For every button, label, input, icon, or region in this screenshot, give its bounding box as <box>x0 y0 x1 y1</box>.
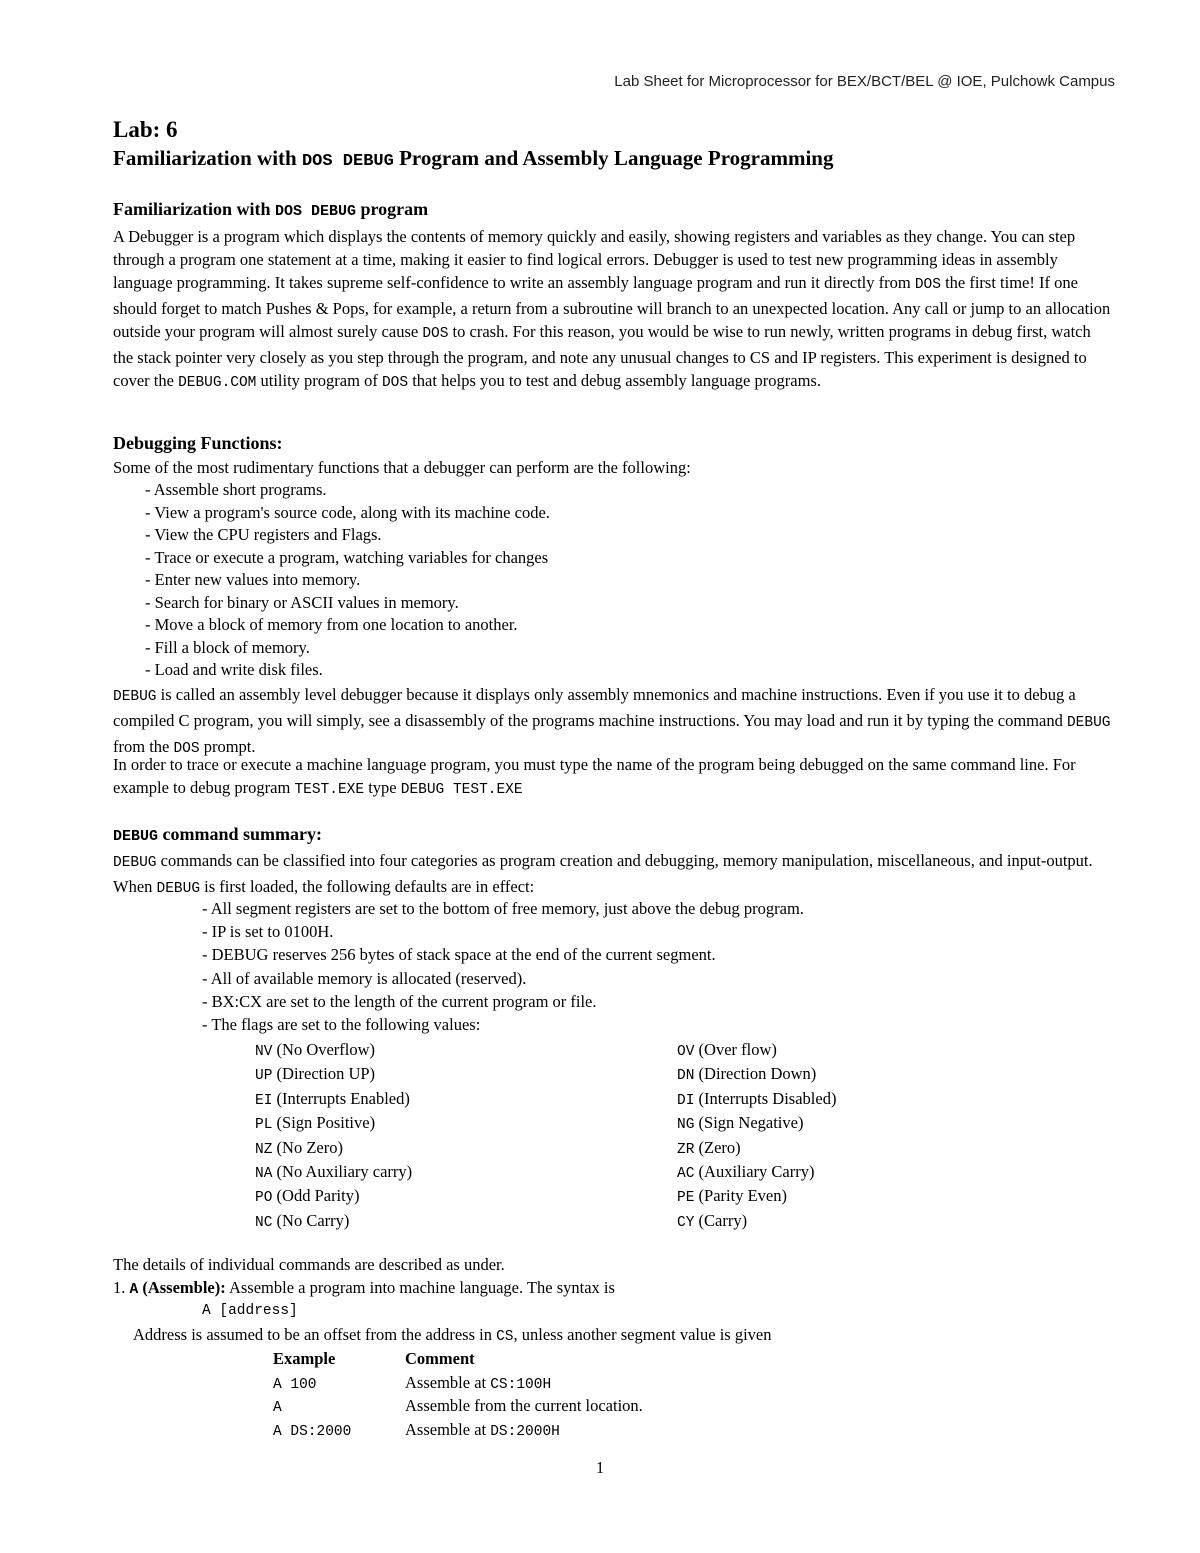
list-item: - Fill a block of memory. <box>145 637 1045 660</box>
example-column-header: Example <box>273 1349 336 1368</box>
flag-row: NC (No Carry) CY (Carry) <box>255 1210 748 1231</box>
command-summary-paragraph: DEBUG commands can be classified into four categories as program creation and debugging, memory manipulation, miscellaneous, and input-output. When DEBUG is first loaded, the following defaults are in effect: <box>113 851 1093 897</box>
list-item: - Trace or execute a program, watching variables for changes <box>145 547 1045 570</box>
list-item: - View the CPU registers and Flags. <box>145 524 1045 547</box>
list-item: - Load and write disk files. <box>145 659 1045 682</box>
lab-subtitle: Familiarization with DOS DEBUG Program and Assembly Language Programming <box>113 146 834 171</box>
lab-title: Lab: 6 <box>113 117 178 142</box>
flag-row: UP (Direction UP) DN (Direction Down) <box>255 1064 817 1085</box>
examples-table <box>273 1347 773 1441</box>
command-a-note: Address is assumed to be an offset from the address in CS, unless another segment value is given <box>133 1325 772 1345</box>
list-item: - Assemble short programs. <box>145 479 1045 502</box>
list-item: - Search for binary or ASCII values in memory. <box>145 592 1045 615</box>
flag-row: PL (Sign Positive) NG (Sign Negative) <box>255 1113 804 1134</box>
comment-column-header: Comment <box>405 1349 475 1368</box>
section-heading-command-summary: DEBUG command summary: <box>113 824 323 845</box>
list-item: - All segment registers are set to the bottom of free memory, just above the debug program. <box>202 897 1102 920</box>
flag-row: NZ (No Zero) ZR (Zero) <box>255 1137 741 1158</box>
command-a-syntax: A [address] <box>202 1303 298 1319</box>
flag-row: PO (Odd Parity) PE (Parity Even) <box>255 1186 787 1207</box>
list-item: - Move a block of memory from one location to another. <box>145 614 1045 637</box>
debugging-functions-intro: Some of the most rudimentary functions that a debugger can perform are the following: <box>113 458 691 477</box>
list-item: - View a program's source code, along with its machine code. <box>145 502 1045 525</box>
page-number: 1 <box>595 1458 605 1477</box>
list-item: - The flags are set to the following values: <box>202 1013 1102 1036</box>
section-heading-familiarization: Familiarization with DOS DEBUG program <box>113 199 429 220</box>
defaults-list <box>202 897 1102 1036</box>
example-row: A 100 Assemble at CS:100H <box>273 1372 552 1393</box>
list-item: - All of available memory is allocated (reserved). <box>202 967 1102 990</box>
flag-row: EI (Interrupts Enabled) DI (Interrupts Disabled) <box>255 1088 837 1109</box>
section-heading-debugging-functions: Debugging Functions: <box>113 433 283 453</box>
flag-row: NV (No Overflow) OV (Over flow) <box>255 1040 777 1060</box>
list-item: - BX:CX are set to the length of the current program or file. <box>202 990 1102 1013</box>
example-row: A DS:2000 Assemble at DS:2000H <box>273 1419 560 1440</box>
command-a-description: 1. A (Assemble): Assemble a program into machine language. The syntax is <box>113 1278 615 1298</box>
intro-paragraph: A Debugger is a program which displays the contents of memory quickly and easily, showing registers and variables as they change. You can step through a program one statement at a time, making it easier to find logical errors. Debugger is used to test new programming ideas in assembly language programming. It takes supreme self-confidence to write an assembly language program and run it directly from DOS the first time! If one should forget to match Pushes & Pops, for example, a return from a subroutine will branch to an unexpected location. Any call or jump to an allocation outside your program will almost surely cause DOS to crash. For this reason, you would be wise to run newly, written programs in debug first, watch the stack pointer very closely as you step through the program, and note any unusual changes to CS and IP registers. This experiment is designed to cover the DEBUG.COM utility program of DOS that helps you to test and debug assembly language programs. <box>113 227 1111 391</box>
trace-paragraph: In order to trace or execute a machine language program, you must type the name of the program being debugged on the same command line. For example to debug program TEST.EXE type DEBUG TEST.EXE <box>113 755 1076 798</box>
flags-table <box>255 1038 955 1233</box>
example-row: A Assemble from the current location. <box>273 1396 643 1416</box>
list-item: - Enter new values into memory. <box>145 569 1045 592</box>
debug-description-paragraph: DEBUG is called an assembly level debugger because it displays only assembly mnemonics and machine instructions. Even if you use it to debug a compiled C program, you will simply, see a disassembly of the programs machine instructions. You may load and run it by typing the command DEBUG from the DOS prompt. <box>113 685 1111 757</box>
list-item: - IP is set to 0100H. <box>202 920 1102 943</box>
examples-header-row <box>273 1347 773 1371</box>
running-header: Lab Sheet for Microprocessor for BEX/BCT/BEL @ IOE, Pulchowk Campus <box>614 73 1115 90</box>
details-intro: The details of individual commands are described as under. <box>113 1255 505 1274</box>
flag-row: NA (No Auxiliary carry) AC (Auxiliary Carry) <box>255 1161 815 1182</box>
debugging-functions-list <box>145 479 1045 682</box>
list-item: - DEBUG reserves 256 bytes of stack space at the end of the current segment. <box>202 943 1102 966</box>
